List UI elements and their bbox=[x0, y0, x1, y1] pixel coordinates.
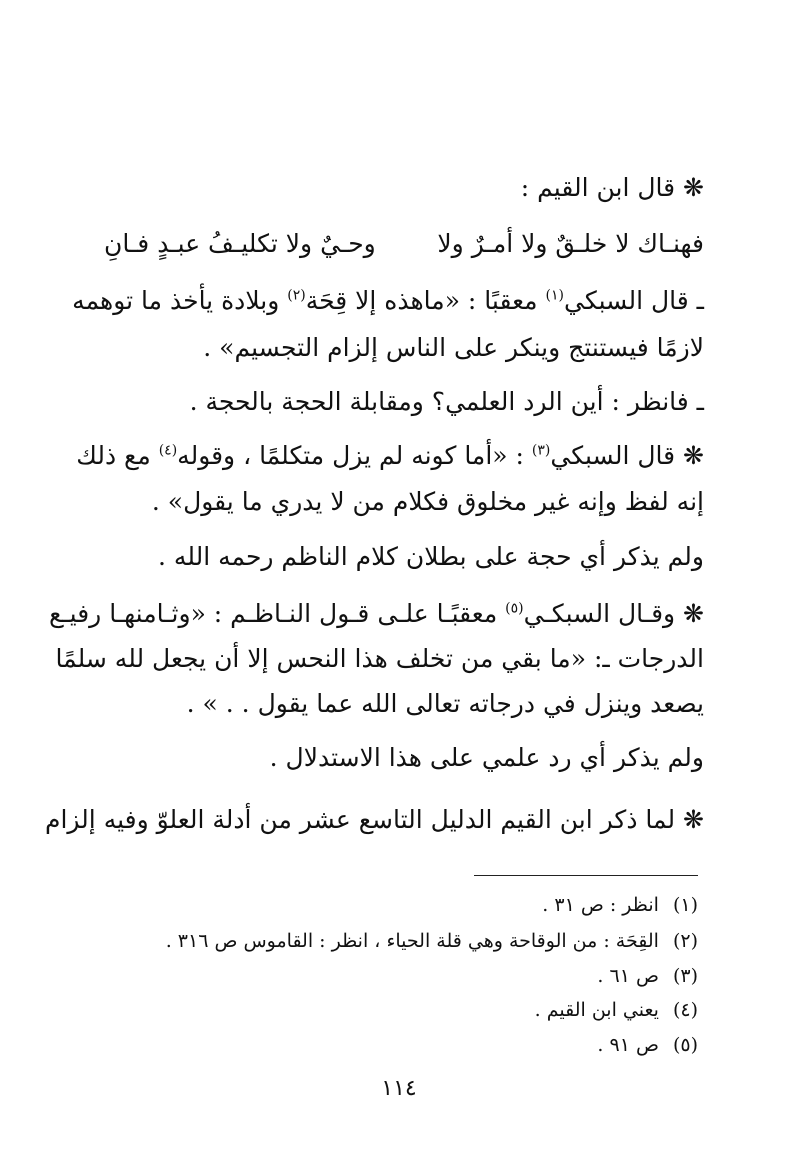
text-span: ـ فانظر : أين الرد العلمي؟ ومقابلة الحجة بالحجة . bbox=[189, 387, 704, 416]
subki-quote-line-2 bbox=[203, 332, 704, 365]
verse-hemistich-left bbox=[104, 228, 376, 261]
footnote-ref-5: (٥) bbox=[505, 600, 524, 617]
asterism-bullet: ❋ bbox=[683, 805, 704, 834]
footnote-5 bbox=[597, 1033, 698, 1058]
text-span: قال ابن القيم : bbox=[520, 173, 676, 202]
footnote-text: ص ٦١ . bbox=[597, 965, 659, 987]
page-number: ١١٤ bbox=[381, 1076, 417, 1101]
footnote-4 bbox=[535, 998, 698, 1023]
footnote-ref-1: (١) bbox=[545, 287, 564, 304]
text-span: قال السبكي bbox=[550, 441, 676, 470]
footnote-number: (٣) bbox=[672, 965, 698, 987]
asterism-bullet: ❋ bbox=[683, 173, 704, 202]
text-span: ـ قال السبكي bbox=[563, 286, 704, 315]
footnote-text: ص ٩١ . bbox=[597, 1034, 659, 1056]
subki-third-quote-line-3 bbox=[187, 688, 704, 721]
text-span: معقبًا : «ماهذه إلا قِحَة bbox=[305, 286, 546, 315]
no-proof-line bbox=[158, 541, 704, 574]
asterism-bullet: ❋ bbox=[683, 599, 704, 628]
no-scholarly-rebuttal-line bbox=[270, 742, 704, 775]
text-span: فهنـاك لا خلـقٌ ولا أمـرٌ ولا bbox=[437, 229, 704, 258]
verse-hemistich-right bbox=[437, 228, 704, 261]
footnote-text: يعني ابن القيم . bbox=[534, 999, 659, 1021]
footnote-number: (٥) bbox=[672, 1034, 698, 1056]
footnote-1 bbox=[542, 893, 698, 918]
text-span: لما ذكر ابن القيم الدليل التاسع عشر من أدلة العلوّ وفيه إلزام bbox=[44, 805, 676, 834]
look-at-response-line bbox=[190, 386, 704, 419]
text-span: : «أما كونه لم يزل متكلمًا ، وقوله bbox=[177, 441, 532, 470]
footnote-separator bbox=[474, 875, 698, 876]
subki-third-quote-line-1 bbox=[49, 598, 704, 631]
footnote-ref-3: (٣) bbox=[531, 442, 551, 459]
text-span: الدرجات ـ: «ما بقي من تخلف هذا النحس إلا أن يجعل لله سلمًا bbox=[55, 644, 704, 673]
footnote-ref-2: (٢) bbox=[287, 287, 306, 304]
footnote-3 bbox=[597, 964, 698, 989]
footnote-ref-4: (٤) bbox=[158, 442, 178, 459]
ibn-qayyim-says-line bbox=[521, 172, 704, 205]
footnote-number: (٢) bbox=[672, 930, 698, 952]
footnote-number: (١) bbox=[672, 894, 698, 916]
text-span: وقـال السبكـي bbox=[523, 599, 676, 628]
text-span: مع ذلك bbox=[76, 441, 159, 470]
footnote-2 bbox=[166, 929, 698, 954]
footnote-text: القِحَة : من الوقاحة وهي قلة الحياء ، انظر : القاموس ص ٣١٦ . bbox=[165, 930, 659, 952]
text-span: وبلادة يأخذ ما توهمه bbox=[72, 286, 288, 315]
subki-second-quote-line-2 bbox=[152, 486, 704, 519]
text-span: ولم يذكر أي رد علمي على هذا الاستدلال . bbox=[269, 743, 704, 772]
subki-third-quote-line-2 bbox=[56, 643, 704, 676]
nineteenth-proof-line bbox=[45, 804, 704, 837]
text-span: معقبًـا علـى قـول النـاظـم : «وثـامنهـا رفيـع bbox=[49, 599, 506, 628]
text-span: ولم يذكر أي حجة على بطلان كلام الناظم رحمه الله . bbox=[158, 542, 704, 571]
text-span: إنه لفظ وإنه غير مخلوق فكلام من لا يدري ما يقول» . bbox=[151, 487, 704, 516]
subki-quote-line-1 bbox=[72, 285, 704, 318]
asterism-bullet: ❋ bbox=[683, 441, 704, 470]
subki-second-quote-line-1 bbox=[76, 440, 704, 473]
text-span: وحـيٌ ولا تكليـفُ عبـدٍ فـانِ bbox=[104, 229, 376, 258]
text-span: لازمًا فيستنتج وينكر على الناس إلزام التجسيم» . bbox=[203, 333, 704, 362]
footnote-number: (٤) bbox=[672, 999, 698, 1021]
footnote-text: انظر : ص ٣١ . bbox=[542, 894, 659, 916]
text-span: يصعد وينزل في درجاته تعالى الله عما يقول . . » . bbox=[186, 689, 704, 718]
